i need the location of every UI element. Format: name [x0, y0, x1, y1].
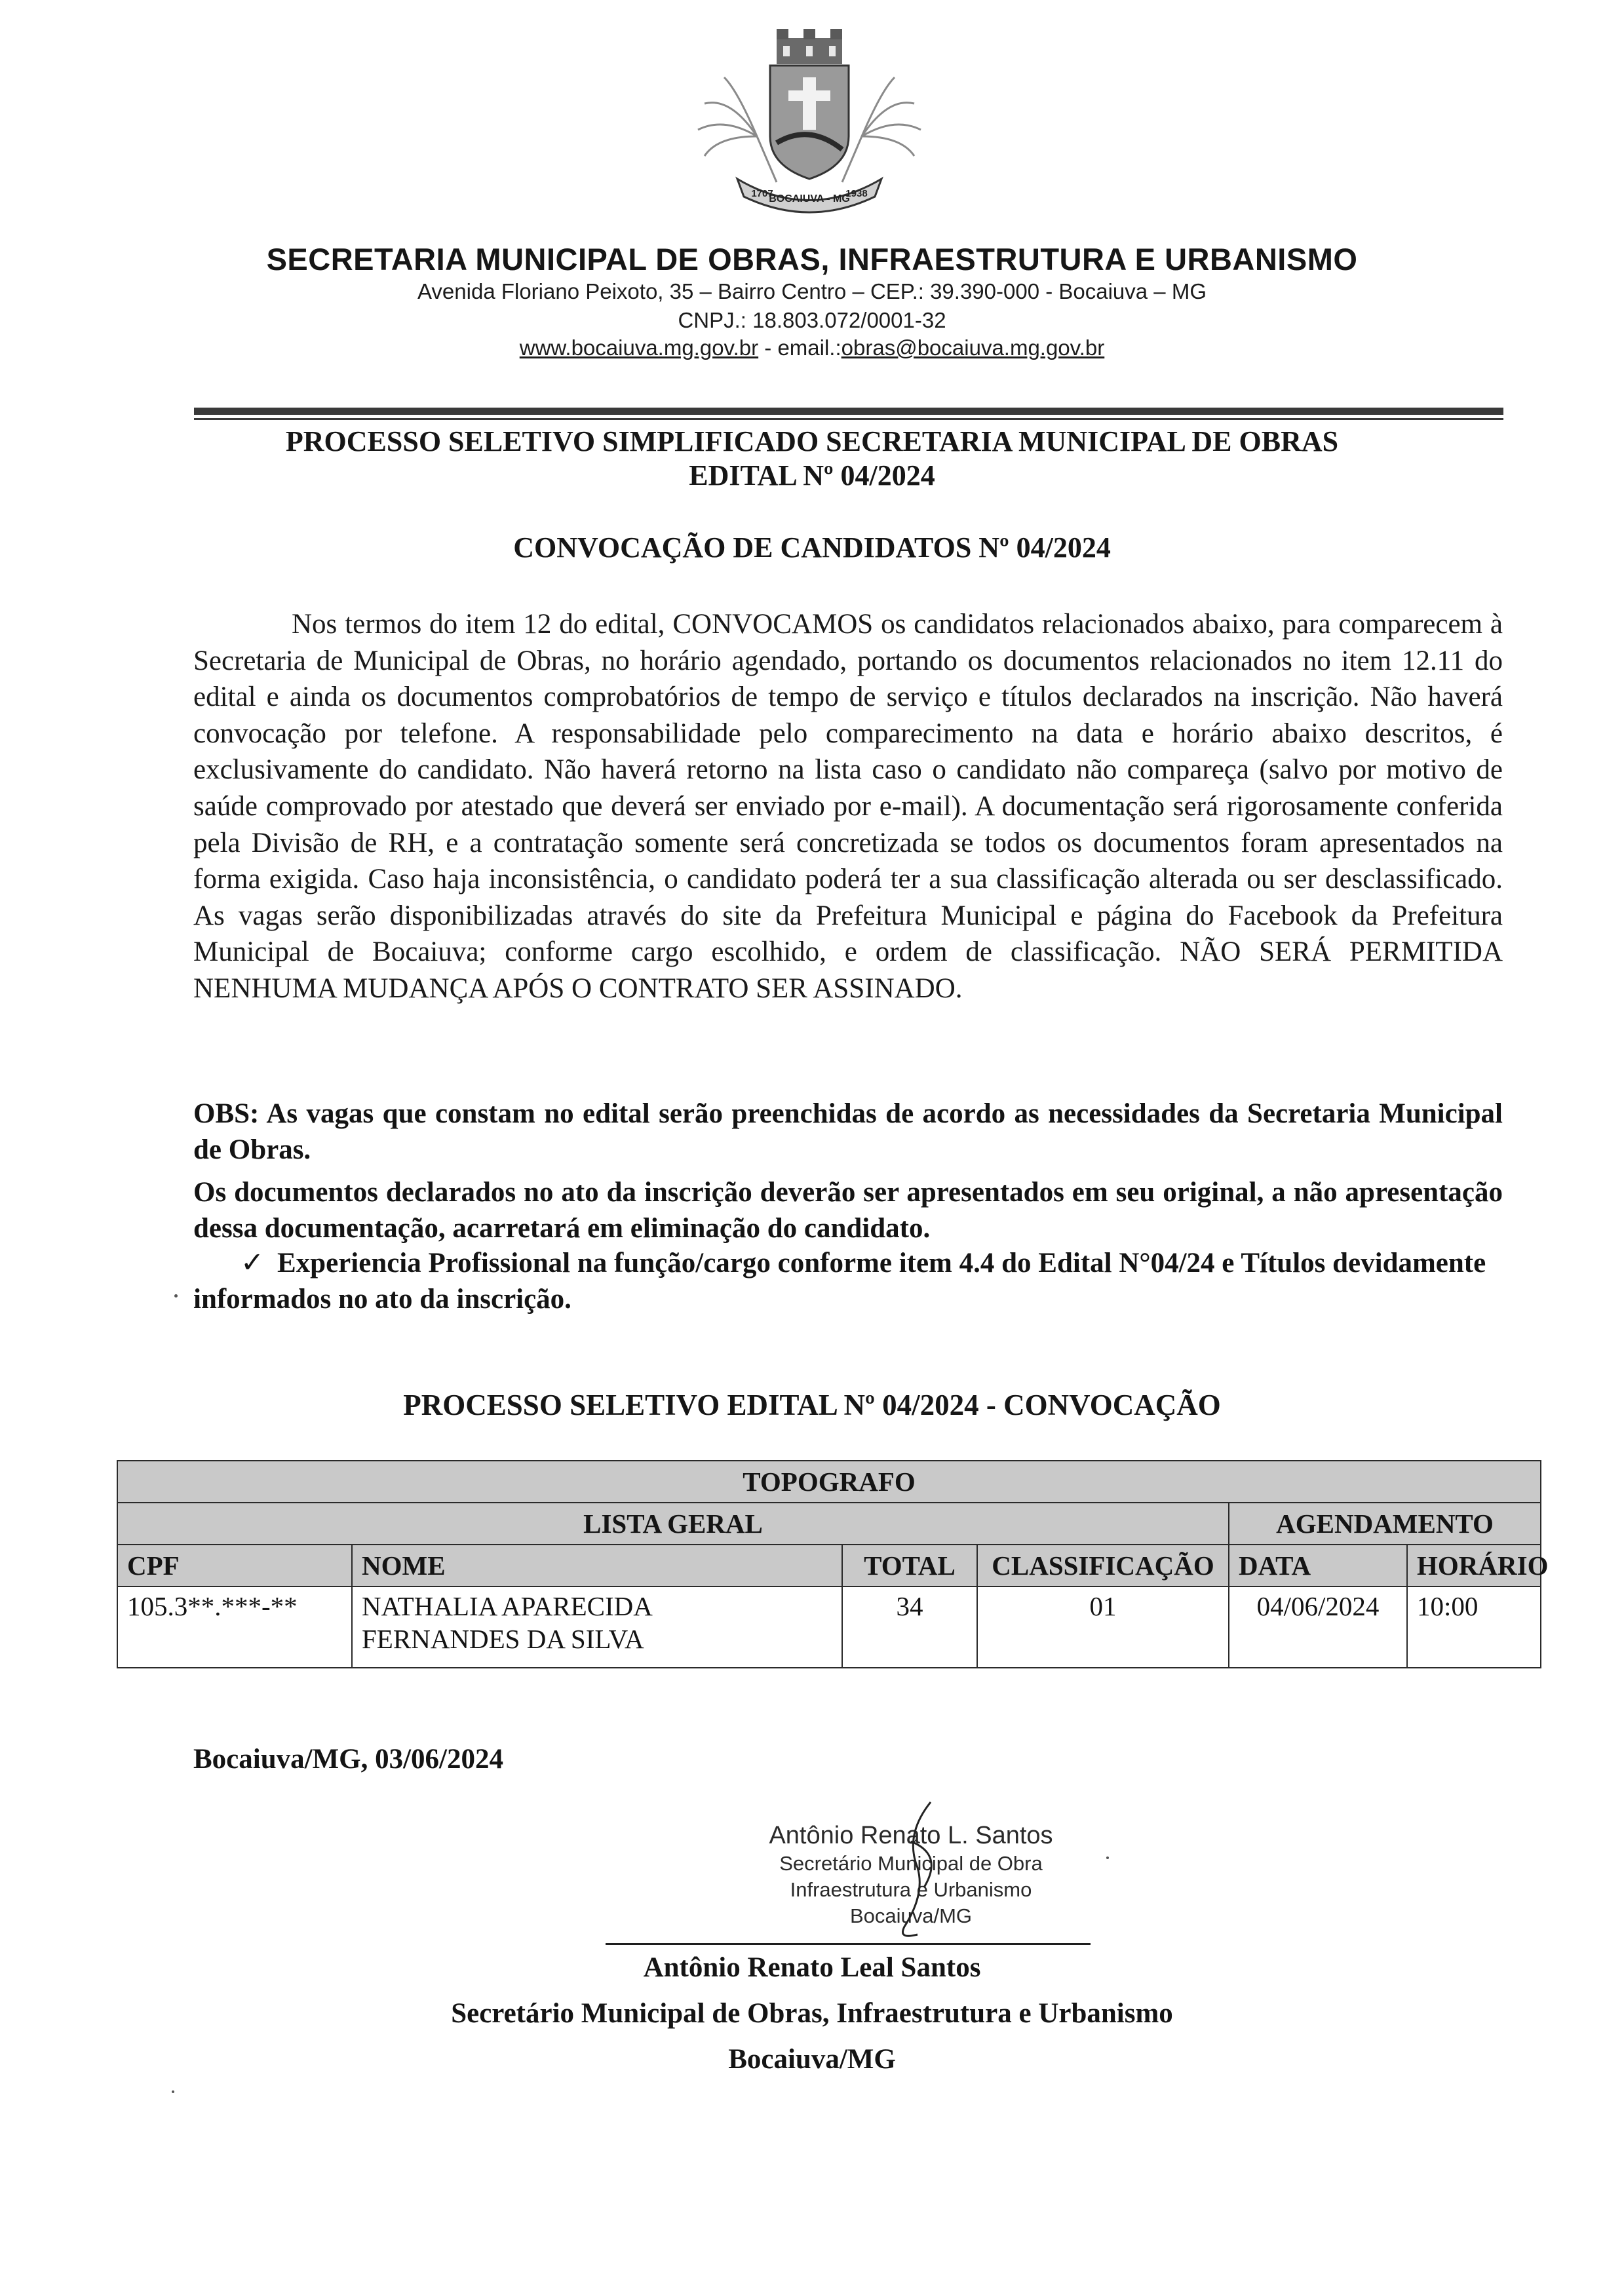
coat-of-arms-icon — [678, 25, 940, 221]
check-item-text: Experiencia Profissional na função/cargo conforme item 4.4 do Edital N°04/24 e Títulos devidamente informados no ato da inscrição. — [193, 1248, 1486, 1315]
scan-speck — [172, 2090, 174, 2093]
cell-time: 10:00 — [1407, 1587, 1541, 1668]
header-divider-thin — [194, 418, 1503, 420]
crest-ribbon-text: BOCAIUVA - MG — [769, 193, 850, 204]
cell-classification: 01 — [977, 1587, 1229, 1668]
checkmark-icon: ✓ — [241, 1248, 265, 1279]
column-header-nome: NOME — [352, 1545, 842, 1587]
edital-title: EDITAL Nº 04/2024 — [689, 459, 935, 491]
cell-total: 34 — [842, 1587, 977, 1668]
website-link[interactable]: www.bocaiuva.mg.gov.br — [519, 336, 759, 360]
crest-year-right: 1938 — [845, 188, 868, 199]
table-group-general: LISTA GERAL — [117, 1503, 1229, 1545]
cell-cpf: 105.3**.***-** — [117, 1587, 352, 1668]
table-group-row — [117, 1503, 1541, 1545]
convocation-title: CONVOCAÇÃO DE CANDIDATOS Nº 04/2024 — [513, 531, 1111, 564]
obs-note: OBS: As vagas que constam no edital serão preenchidas de acordo as necessidades da Secretaria Municipal de Obras. — [193, 1098, 1503, 1165]
signature-line — [606, 1943, 1091, 1945]
handwritten-signature-icon — [878, 1796, 970, 1946]
signatory-city: Bocaiuva/MG — [728, 2044, 896, 2075]
name-line-2: FERNANDES DA SILVA — [362, 1624, 644, 1654]
place-date: Bocaiuva/MG, 03/06/2024 — [193, 1744, 503, 1775]
selection-title: PROCESSO SELETIVO EDITAL Nº 04/2024 - CONVOCAÇÃO — [403, 1389, 1221, 1421]
column-header-classificacao: CLASSIFICAÇÃO — [977, 1545, 1229, 1587]
check-item — [193, 1245, 1503, 1317]
table-row — [117, 1587, 1541, 1668]
email-link[interactable]: obras@bocaiuva.mg.gov.br — [841, 336, 1105, 360]
scan-speck — [174, 1294, 178, 1298]
cell-date: 04/06/2024 — [1229, 1587, 1407, 1668]
table-group-schedule: AGENDAMENTO — [1229, 1503, 1541, 1545]
crest-year-left: 1707 — [751, 188, 773, 199]
stamp-name: Antônio Renato L. Santos — [769, 1822, 1053, 1849]
name-line-1: NATHALIA APARECIDA — [362, 1591, 653, 1621]
header-divider-thick — [194, 408, 1503, 415]
documents-note: Os documentos declarados no ato da inscrição deverão ser apresentados em seu original, a não apresentação dessa documentação, acarretará em eliminação do candidato. — [193, 1177, 1503, 1244]
convocation-paragraph — [193, 606, 1503, 1007]
scan-speck — [1106, 1856, 1109, 1859]
column-header-total: TOTAL — [842, 1545, 977, 1587]
column-header-data: DATA — [1229, 1545, 1407, 1587]
process-title: PROCESSO SELETIVO SIMPLIFICADO SECRETARIA MUNICIPAL DE OBRAS — [285, 425, 1339, 457]
stamp-line-3: Bocaiuva/MG — [849, 1904, 973, 1927]
office-contacts — [0, 336, 1624, 360]
stamp-line-2: Infraestrutura e Urbanismo — [790, 1878, 1032, 1901]
column-header-cpf: CPF — [117, 1545, 352, 1587]
signatory-title: Secretário Municipal de Obras, Infraestrutura e Urbanismo — [451, 1998, 1173, 2029]
table-role: TOPOGRAFO — [117, 1461, 1541, 1503]
table-role-row — [117, 1461, 1541, 1503]
stamp-line-1: Secretário Municipal de Obra — [779, 1852, 1043, 1875]
column-header-horario: HORÁRIO — [1407, 1545, 1541, 1587]
email-label: - email.: — [758, 336, 841, 360]
table-header-row — [117, 1545, 1541, 1587]
office-title: SECRETARIA MUNICIPAL DE OBRAS, INFRAESTRUTURA E URBANISMO — [266, 242, 1358, 277]
candidates-table — [117, 1460, 1549, 1668]
office-cnpj: CNPJ.: 18.803.072/0001-32 — [678, 308, 946, 332]
office-address: Avenida Floriano Peixoto, 35 – Bairro Centro – CEP.: 39.390-000 - Bocaiuva – MG — [417, 279, 1207, 303]
cell-name — [352, 1587, 842, 1668]
signatory-name: Antônio Renato Leal Santos — [643, 1952, 981, 1983]
paragraph-text: Nos termos do item 12 do edital, CONVOCAMOS os candidatos relacionados abaixo, para comparecem à Secretaria de Municipal de Obras, no horário agendado, portando os documentos relacionados no item 12.11 do edital e ainda os documentos comprobatórios de tempo de serviço e títulos declarados na inscrição. Não haverá convocação por telefone. A responsabilidade pelo comparecimento na data e horário abaixo descritos, é exclusivamente do candidato. Não haverá retorno na lista caso o candidato não compareça (salvo por motivo de saúde comprovado por atestado que deverá ser enviado por e-mail). A documentação será rigorosamente conferida pela Divisão de RH, e a contratação somente será concretizada se todos os documentos foram apresentados na forma exigida. Caso haja inconsistência, o candidato poderá ter a sua classificação alterada ou ser desclassificado. As vagas serão disponibilizadas através do site da Prefeitura Municipal e página do Facebook da Prefeitura Municipal de Bocaiuva; conforme cargo escolhido, e ordem de classificação. NÃO SERÁ PERMITIDA NENHUMA MUDANÇA APÓS O CONTRATO SER ASSINADO. — [193, 609, 1503, 1004]
